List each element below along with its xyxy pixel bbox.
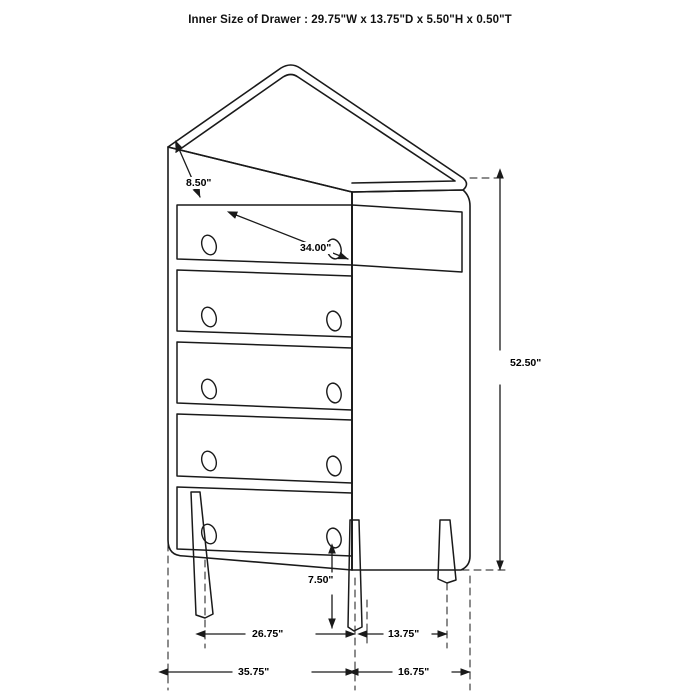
page-title: Inner Size of Drawer : 29.75"W x 13.75"D x 5.50"H x 0.50"T	[188, 14, 512, 26]
dimension-label-overall-width: 35.75"	[238, 666, 270, 678]
cabinet-front-face	[168, 147, 352, 570]
dimension-label-leg-height: 7.50"	[308, 574, 334, 586]
dim-arrow-8-50	[179, 149, 200, 197]
dimension-label-front-leg-span: 26.75"	[252, 628, 284, 640]
drawer-pull-side-icon	[325, 238, 343, 550]
dimension-label-top-depth: 8.50"	[186, 177, 212, 189]
dimension-label-front-width: 34.00"	[300, 242, 332, 254]
cabinet-top-panel	[168, 65, 467, 192]
cabinet-side-face	[352, 190, 470, 570]
drawer-pull-icon	[199, 233, 218, 545]
furniture-leg	[191, 492, 456, 631]
dimension-arrows	[168, 149, 500, 672]
drawer-side-panel	[352, 205, 462, 272]
dimension-label-overall-depth: 16.75"	[398, 666, 430, 678]
dimension-label-side-depth: 13.75"	[388, 628, 420, 640]
dimension-label-overall-height: 52.50"	[510, 357, 542, 369]
